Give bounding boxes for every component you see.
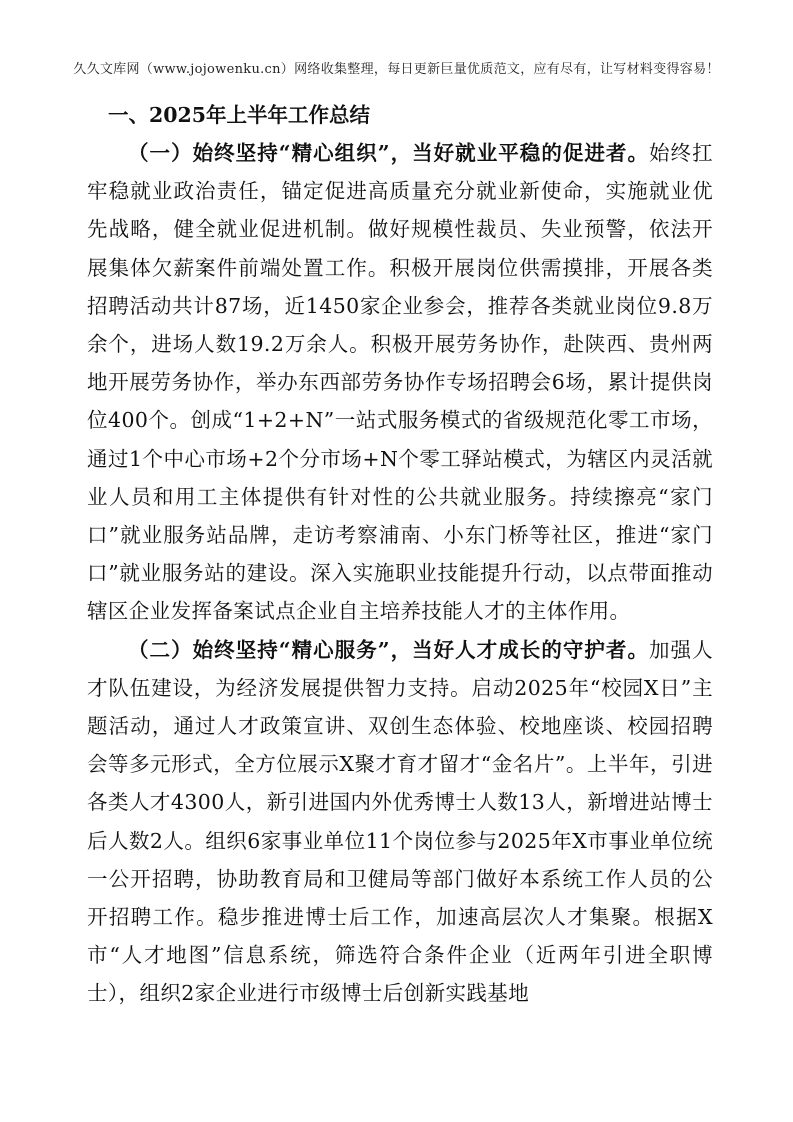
- page-header: 久久文库网（www.jojowenku.cn）网络收集整理，每日更新巨量优质范文，应有尽有，让写材料变得容易！: [73, 62, 720, 77]
- paragraph-employment: [87, 134, 713, 631]
- paragraph-body: 始终扛牢稳就业政治责任，锚定促进高质量充分就业新使命，实施就业优先战略，健全就业促进机制。做好规模性裁员、失业预警，依法开展集体欠薪案件前端处置工作。积极开展岗位供需摸排，开展各类招聘活动共计87场，近1450家企业参会，推荐各类就业岗位9.8万余个，进场人数19.2万余人。积极开展劳务协作，赴陕西、贵州两地开展劳务协作，举办东西部劳务协作专场招聘会6场，累计提供岗位400个。创成“1+2+N”一站式服务模式的省级规范化零工市场，通过1个中心市场+2个分市场+N个零工驿站模式，为辖区内灵活就业人员和用工主体提供有针对性的公共就业服务。持续擦亮“家门口”就业服务站品牌，走访考察浦南、小东门桥等社区，推进“家门口”就业服务站的建设。深入实施职业技能提升行动，以点带面推动辖区企业发挥备案试点企业自主培养技能人才的主体作用。: [87, 141, 713, 624]
- paragraph-talent: [87, 631, 713, 1013]
- paragraph-lead: （二）始终坚持“精心服务”，当好人才成长的守护者。: [128, 637, 650, 662]
- document-body: [87, 96, 713, 1013]
- paragraph-body: 加强人才队伍建设，为经济发展提供智力支持。启动2025年“校园X日”主题活动，通过人才政策宣讲、双创生态体验、校地座谈、校园招聘会等多元形式，全方位展示X聚才育才留才“金名片”。上半年，引进各类人才4300人，新引进国内外优秀博士人数13人，新增进站博士后人数2人。组织6家事业单位11个岗位参与2025年X市事业单位统一公开招聘，协助教育局和卫健局等部门做好本系统工作人员的公开招聘工作。稳步推进博士后工作，加速高层次人才集聚。根据X市“人才地图”信息系统，筛选符合条件企业（近两年引进全职博士），组织2家企业进行市级博士后创新实践基地: [87, 637, 713, 1006]
- paragraph-lead: （一）始终坚持“精心组织”，当好就业平稳的促进者。: [128, 141, 650, 165]
- section-heading: 一、2025年上半年工作总结: [108, 103, 371, 127]
